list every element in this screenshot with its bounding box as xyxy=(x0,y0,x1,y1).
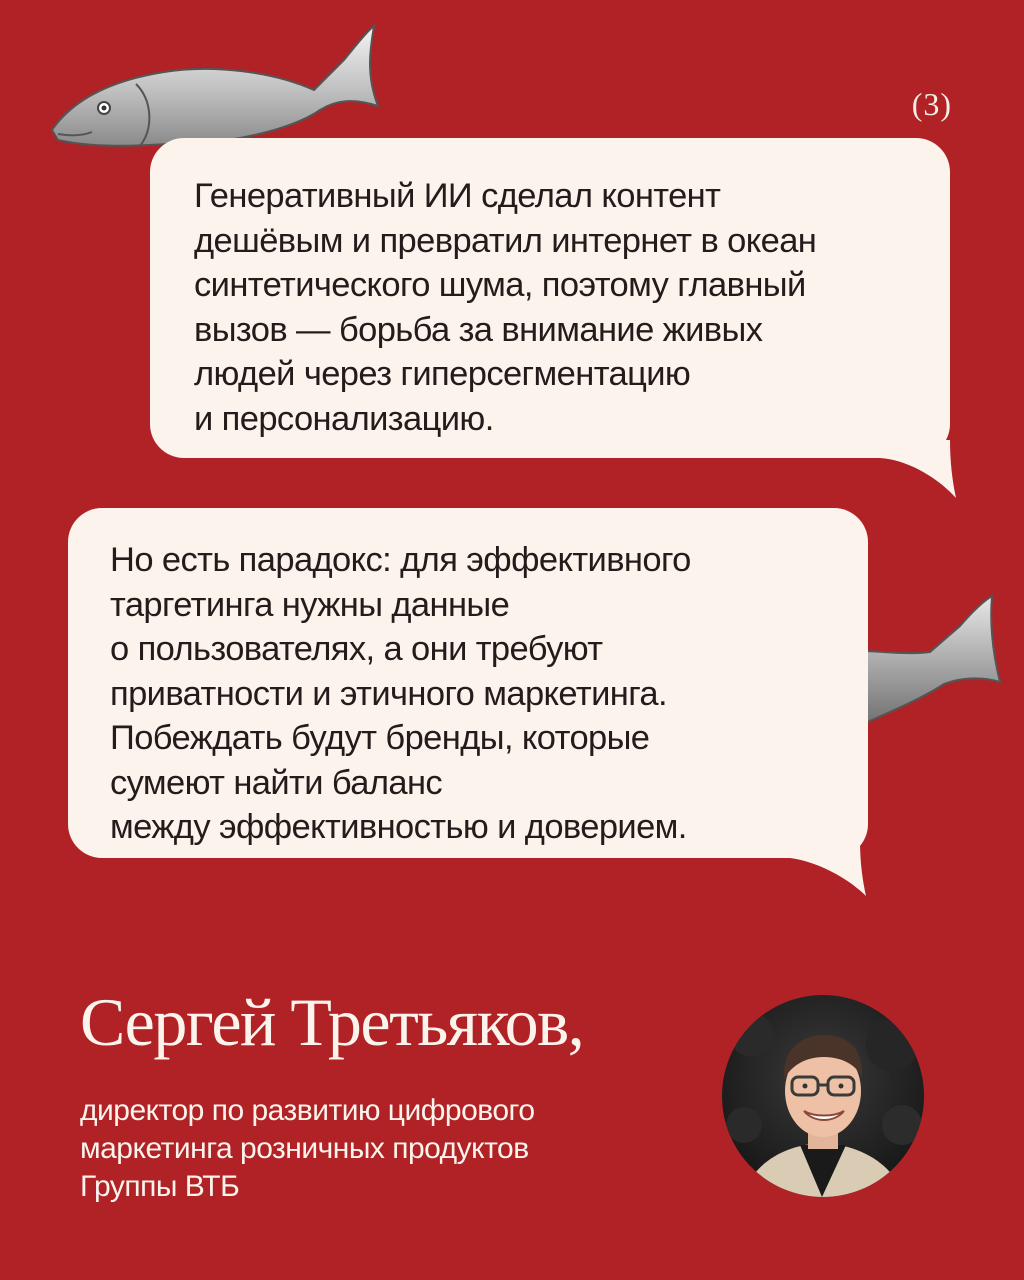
quote-text-1 xyxy=(194,174,930,441)
quote-2-line: Но есть парадокс: для эффективного xyxy=(110,541,691,579)
quote-bubble-2 xyxy=(68,508,868,858)
quote-2-line: приватности и этичного маркетинга. xyxy=(110,674,667,713)
author-name: Сергей Третьяков, xyxy=(80,984,584,1060)
quote-bubble-1 xyxy=(150,138,950,458)
author-role xyxy=(80,1092,535,1206)
quote-1-line: синтетического шума, поэтому главный xyxy=(194,266,806,304)
quote-1-line: людей через гиперсегментацию xyxy=(194,355,691,393)
page-number: (3) xyxy=(911,86,952,122)
quote-2-line: таргетинга нужны данные xyxy=(110,585,510,624)
quote-text-2 xyxy=(110,538,848,850)
quote-2-line: Побеждать будут бренды, которые xyxy=(110,719,650,757)
author-role-line: Группы ВТБ xyxy=(80,1170,240,1203)
quote-2-line: о пользователях, а они требуют xyxy=(110,630,603,668)
avatar xyxy=(722,995,924,1197)
quote-2-line: между эффективностью и доверием. xyxy=(110,808,687,846)
avatar-photo xyxy=(722,995,924,1197)
quote-1-line: и персонализацию. xyxy=(194,399,494,438)
quote-2-line: сумеют найти баланс xyxy=(110,763,443,802)
quote-1-line: вызов — борьба за внимание живых xyxy=(194,310,763,349)
quote-1-line: Генеративный ИИ сделал контент xyxy=(194,177,721,215)
author-role-line: маркетинга розничных продуктов xyxy=(80,1132,529,1165)
quote-1-line: дешёвым и превратил интернет в океан xyxy=(194,221,817,260)
author-role-line: директор по развитию цифрового xyxy=(80,1094,535,1127)
